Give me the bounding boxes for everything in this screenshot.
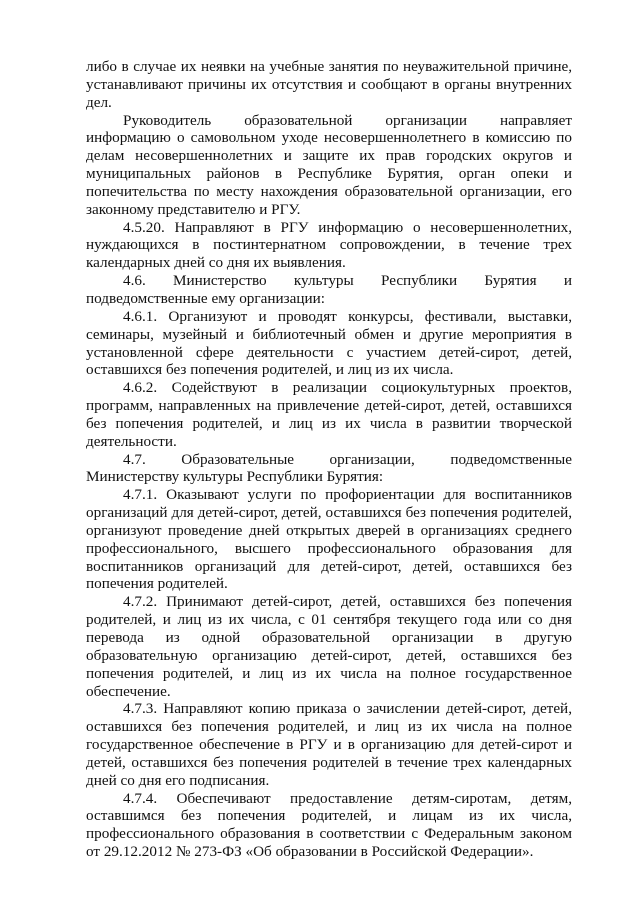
paragraph-4-7: 4.7. Образовательные организации, подведомственные Министерству культуры Республики Бурятия: — [86, 450, 572, 486]
paragraph-supervisor-info: Руководитель образовательной организации направляет информацию о самовольном уходе несовершеннолетнего в комиссию по делам несовершеннолетних и защите их прав городских округов и муниципальных районов в Республике Бурятия, орган опеки и попечительства по месту нахождения образовательной организации, его законному представителю и РГУ. — [86, 111, 572, 218]
paragraph-4-7-1: 4.7.1. Оказывают услуги по профориентации для воспитанников организаций для детей-сирот, детей, оставшихся без попечения родителей, организуют проведение дней открытых дверей в организациях среднего профессионального, высшего профессионального образования для воспитанников организаций для детей-сирот, детей, оставшихся без попечения родителей. — [86, 486, 572, 593]
paragraph-4-7-4: 4.7.4. Обеспечивают предоставление детям-сиротам, детям, оставшимся без попечения родителей, и лицам из их числа, профессионального образования в соответствии с Федеральным законом от 29.12.2012 № 273-ФЗ «Об образовании в Российской Федерации». — [86, 789, 572, 861]
paragraph-4-6-2: 4.6.2. Содействуют в реализации социокультурных проектов, программ, направленных на привлечение детей-сирот, детей, оставшихся без попечения родителей, и лиц из их числа в развитии творческой деятельности. — [86, 379, 572, 450]
paragraph-4-7-2: 4.7.2. Принимают детей-сирот, детей, оставшихся без попечения родителей, и лиц из их числа, с 01 сентября текущего года или со дня перевода из одной образовательной организации в другую образовательную организацию детей-сирот, детей, оставшихся без попечения родителей, и лиц из их числа на полное государственное обеспечение. — [86, 593, 572, 700]
paragraph-4-7-3: 4.7.3. Направляют копию приказа о зачислении детей-сирот, детей, оставшихся без попечения родителей, и лиц из их числа на полное государственное обеспечение в РГУ и в организацию для детей-сирот и детей, оставшихся без попечения родителей в течение трех календарных дней со дня его подписания. — [86, 700, 572, 789]
paragraph-4-6: 4.6. Министерство культуры Республики Бурятия и подведомственные ему организации: — [86, 272, 572, 307]
paragraph-4-6-1: 4.6.1. Организуют и проводят конкурсы, фестивали, выставки, семинары, музейный и библиотечный обмен и другие мероприятия в установленной сфере деятельности с участием детей-сирот, детей, оставшихся без попечения родителей, и лиц из их числа. — [86, 307, 572, 379]
document-body — [86, 58, 572, 861]
paragraph-4-5-20: 4.5.20. Направляют в РГУ информацию о несовершеннолетних, нуждающихся в постинтернатном сопровождении, в течение трех календарных дней со дня их выявления. — [86, 218, 572, 272]
paragraph-continuation: либо в случае их неявки на учебные занятия по неуважительной причине, устанавливают причины их отсутствия и сообщают в органы внутренних дел. — [86, 58, 572, 111]
